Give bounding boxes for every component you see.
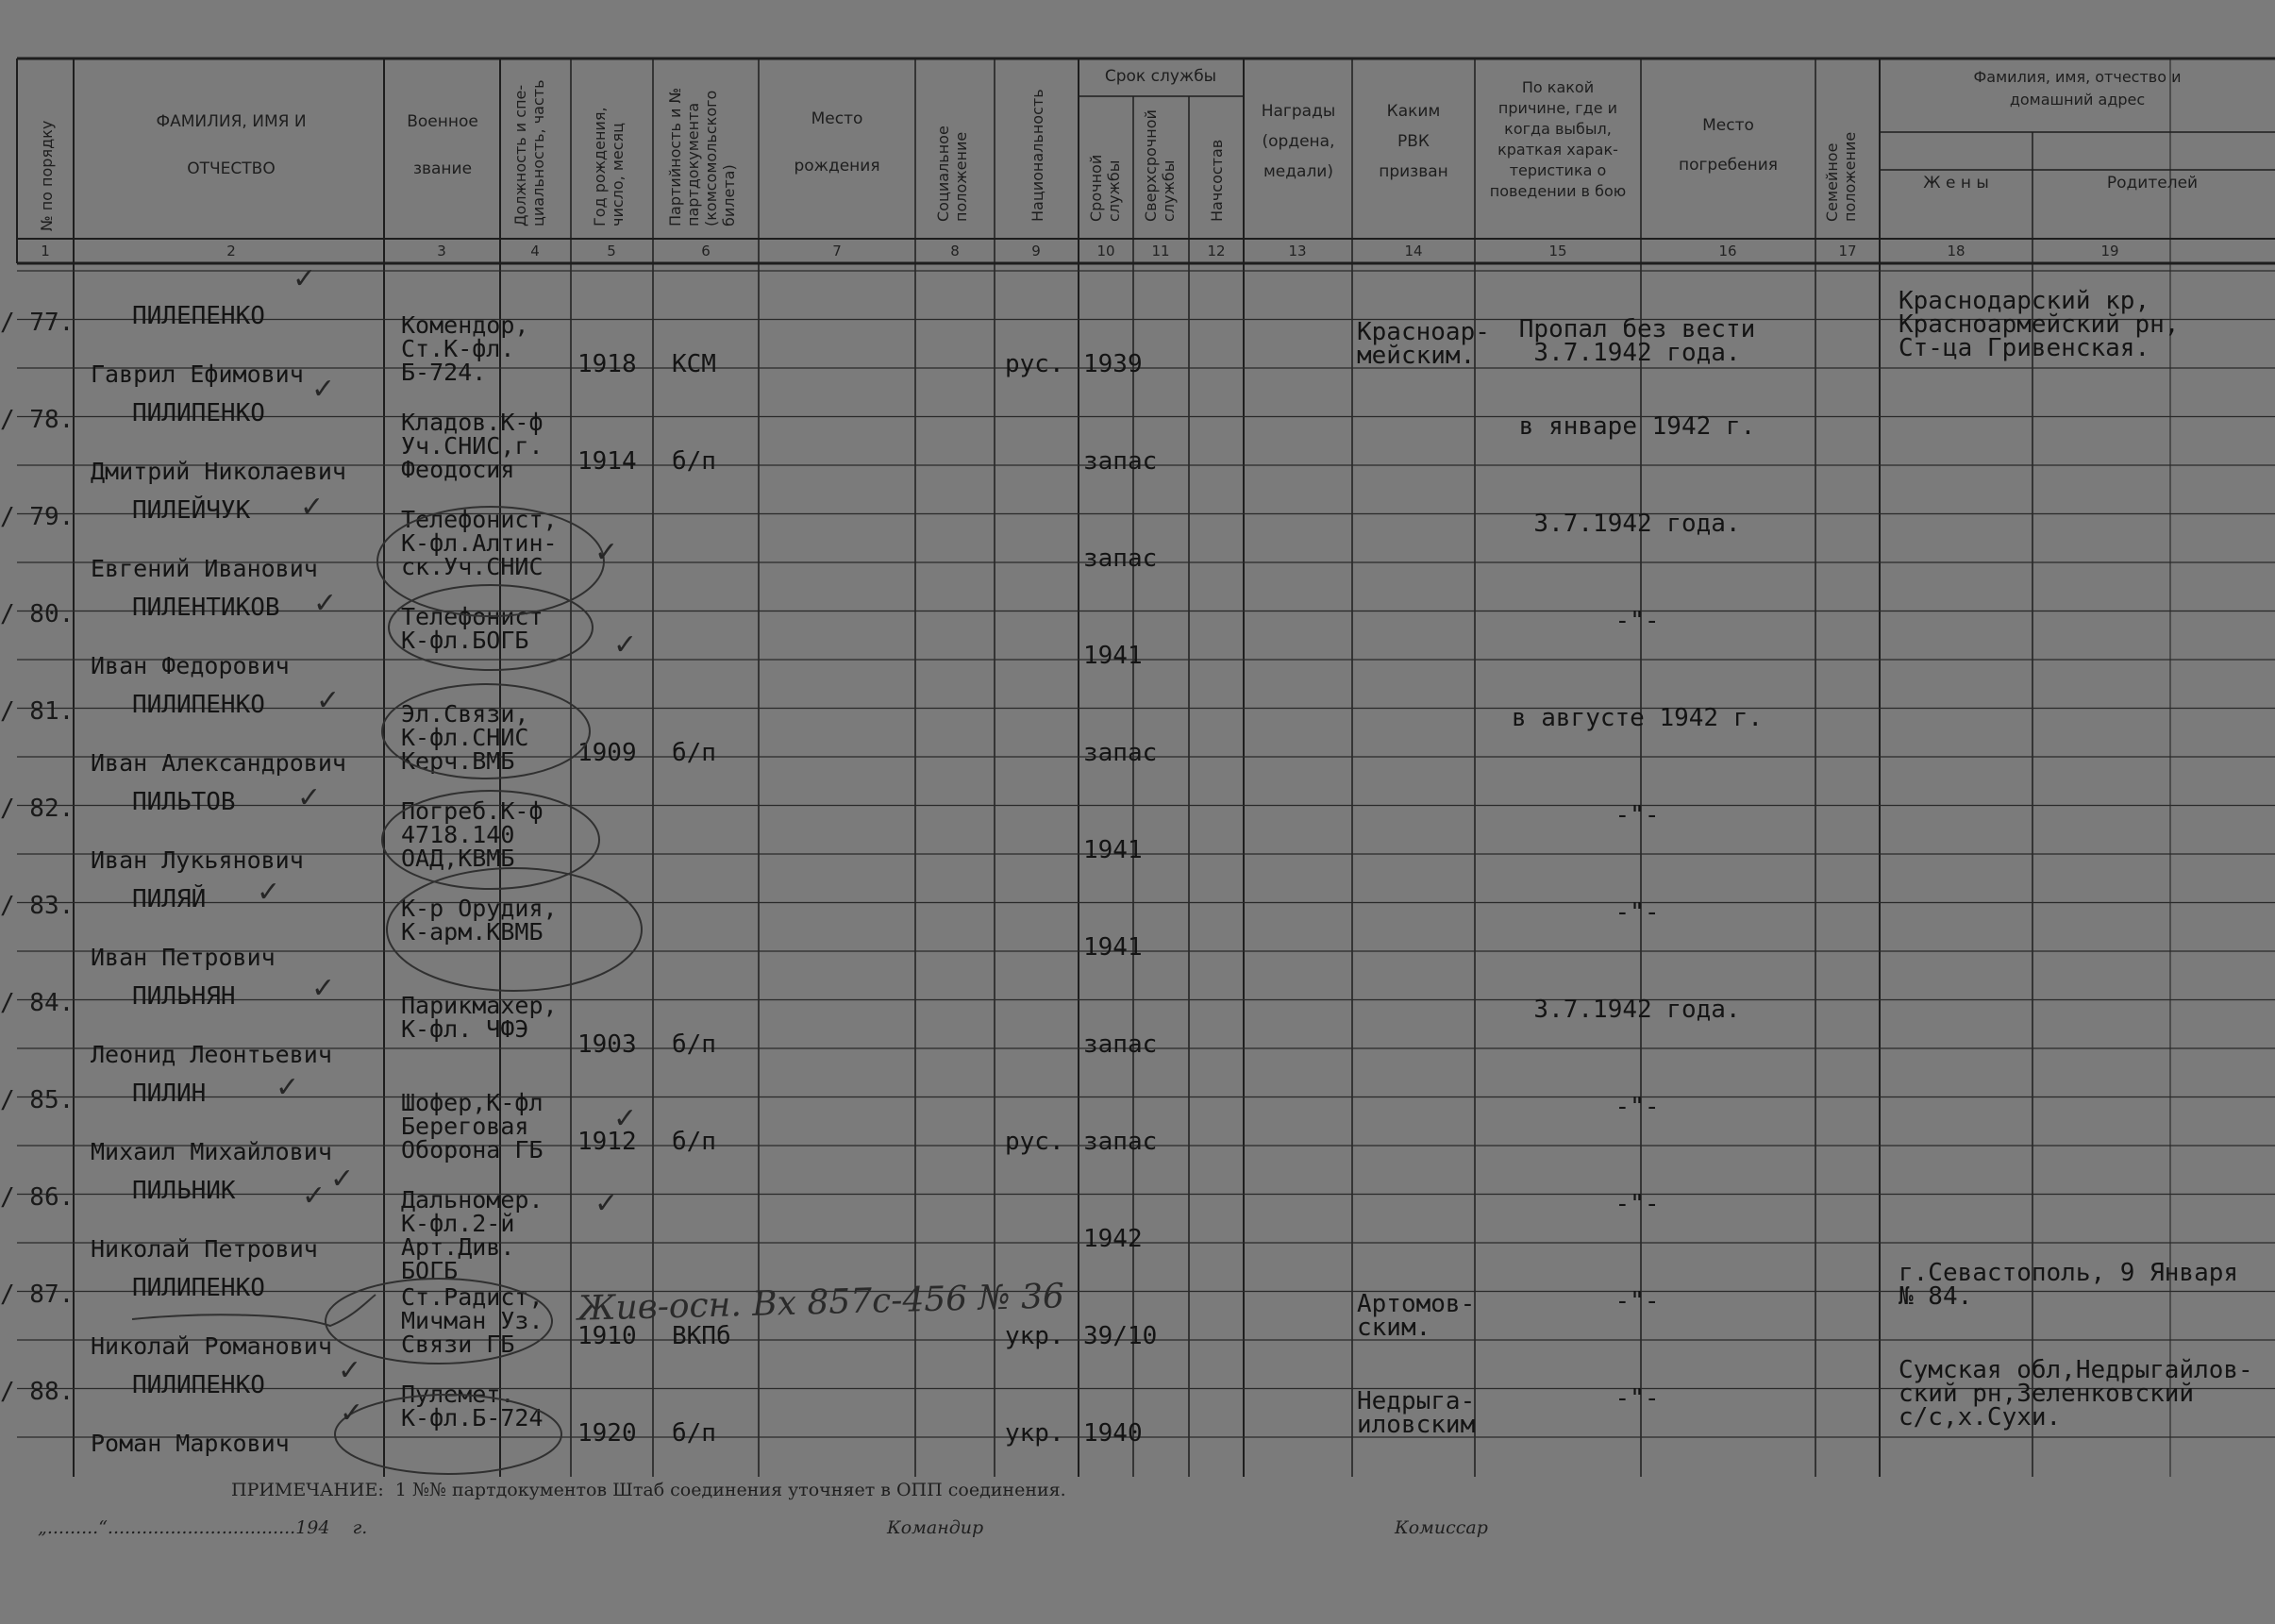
column-number: 17 — [1838, 243, 1857, 260]
header-col16: Место погребения — [1678, 116, 1779, 175]
full-name: Евгений Иванович — [91, 555, 318, 582]
header-col3-line1: Военное — [407, 112, 478, 131]
header-col6: Партийность и № партдокумента (комсомольского билета) — [666, 87, 738, 226]
rank-position: Кладов.К-ф Уч.СНИС,г. Феодосия — [401, 409, 544, 483]
service-year: 1942 — [1083, 1225, 1143, 1253]
header-col9: Национальность — [1029, 89, 1046, 222]
row-number: / 88. — [0, 1378, 75, 1406]
rank-position: Ст.Радист, Мичман Уз. Связи ГБ — [401, 1283, 544, 1358]
rank-position: Пулемет. К-фл.Б-724 — [401, 1381, 544, 1431]
checkmark-icon: ✓ — [613, 1102, 638, 1135]
commander-label: Командир — [887, 1517, 984, 1538]
column-number: 15 — [1548, 243, 1567, 260]
row-number: / 83. — [0, 892, 75, 920]
party: КСМ — [672, 350, 716, 378]
surname: ПИЛЬНИК — [132, 1177, 236, 1205]
header-col10: Срочной службы — [1087, 154, 1123, 222]
date-line: „.........“.................................194 г. — [38, 1517, 368, 1538]
full-name: Иван Лукьянович — [91, 846, 304, 874]
full-name: Николай Петрович — [91, 1235, 318, 1263]
checkmark-icon: ✓ — [338, 1354, 362, 1387]
rank-position: Парикмахер, К-фл. ЧФЭ — [401, 992, 558, 1043]
surname: ПИЛЬНЯН — [132, 982, 236, 1011]
header-col7-line2: рождения — [794, 157, 880, 176]
header-col3-line2: звание — [412, 159, 473, 178]
service-year: 1940 — [1083, 1419, 1143, 1448]
column-number: 7 — [832, 243, 842, 260]
surname: ПИЛИПЕНКО — [132, 691, 265, 719]
surname: ПИЛИПЕНКО — [132, 1371, 265, 1399]
service-year: 1941 — [1083, 642, 1143, 670]
reason: -"- — [1614, 898, 1660, 927]
birth-year: 1910 — [577, 1322, 637, 1350]
party: б/п — [672, 739, 716, 767]
row-number: / 78. — [0, 406, 75, 434]
row-number: / 82. — [0, 795, 75, 823]
footnote: ПРИМЕЧАНИЕ: 1 №№ партдокументов Штаб соединения уточняет в ОПП соединения. — [231, 1480, 1066, 1500]
full-name: Роман Маркович — [91, 1430, 290, 1457]
rank-position: Дальномер. К-фл.2-й Арт.Див. БОГБ — [401, 1186, 544, 1284]
handwritten-note: Жив-осн. Вх 857с-456 № 36 — [577, 1277, 1065, 1329]
full-name: Михаил Михайлович — [91, 1138, 332, 1165]
column-number: 5 — [607, 243, 616, 260]
service-year: запас — [1083, 1128, 1158, 1156]
header-col11: Сверхсрочной службы — [1142, 109, 1178, 222]
column-number: 2 — [226, 243, 236, 260]
nationality: укр. — [1005, 1419, 1064, 1448]
header-col12: Начсостав — [1208, 139, 1226, 222]
checkmark-icon: ✓ — [276, 1071, 300, 1104]
column-number: 8 — [950, 243, 960, 260]
rank-position: Комендор, Ст.К-фл. Б-724. — [401, 311, 529, 386]
service-year: 1941 — [1083, 933, 1143, 962]
reason: -"- — [1614, 1384, 1660, 1413]
party: б/п — [672, 447, 716, 476]
birth-year: 1918 — [577, 350, 637, 378]
header-col13: Награды (ордена, медали) — [1261, 102, 1336, 181]
header-col5: Год рождения, число, месяц — [591, 107, 627, 226]
checkmark-icon: ✓ — [613, 628, 638, 661]
reason: -"- — [1614, 1287, 1660, 1315]
header-col8: Социальное положение — [934, 126, 970, 222]
header-col2-line2: ОТЧЕСТВО — [187, 159, 276, 178]
full-name: Иван Александрович — [91, 749, 346, 777]
birth-year: 1920 — [577, 1419, 637, 1448]
checkmark-icon: ✓ — [316, 684, 341, 717]
column-number: 3 — [437, 243, 446, 260]
reason: 3.7.1942 года. — [1533, 510, 1741, 538]
rank-position: Эл.Связи, К-фл.СНИС Керч.ВМБ — [401, 700, 529, 775]
checkmark-icon: ✓ — [313, 587, 338, 620]
checkmark-icon: ✓ — [311, 373, 336, 406]
full-name: Гаврил Ефимович — [91, 360, 304, 388]
column-number: 19 — [2100, 243, 2119, 260]
surname: ПИЛЕЙЧУК — [132, 496, 251, 525]
reason: -"- — [1614, 1093, 1660, 1121]
service-year: 1941 — [1083, 836, 1143, 864]
reason: -"- — [1614, 801, 1660, 829]
column-number: 12 — [1207, 243, 1226, 260]
header-address-group: Фамилия, имя, отчество и домашний адрес — [1973, 68, 2182, 109]
party: б/п — [672, 1419, 716, 1448]
row-number: / 77. — [0, 309, 75, 337]
header-col2-line1: ФАМИЛИЯ, ИМЯ И — [156, 112, 307, 131]
checkmark-icon: ✓ — [293, 262, 317, 295]
birth-year: 1912 — [577, 1128, 637, 1156]
home-address: Сумская обл,Недрыгайлов- ский рн,Зеленковский с/с,х.Сухи. — [1899, 1356, 2253, 1431]
party: ВКПб — [672, 1322, 731, 1350]
surname: ПИЛИН — [132, 1080, 207, 1108]
full-name: Дмитрий Николаевич — [91, 458, 346, 485]
service-year: запас — [1083, 544, 1158, 573]
rank-position: Телефонист, К-фл.Алтин- ск.Уч.СНИС — [401, 506, 558, 580]
service-year: запас — [1083, 1030, 1158, 1059]
surname: ПИЛИПЕНКО — [132, 1274, 265, 1302]
nationality: укр. — [1005, 1322, 1064, 1350]
party: б/п — [672, 1030, 716, 1059]
full-name: Николай Романович — [91, 1332, 332, 1360]
column-number: 13 — [1288, 243, 1307, 260]
reason: -"- — [1614, 607, 1660, 635]
surname: ПИЛЯЙ — [132, 885, 207, 913]
header-col1: № по порядку — [38, 120, 56, 231]
column-number: 18 — [1947, 243, 1966, 260]
surname: ПИЛИПЕНКО — [132, 399, 265, 427]
header-col17: Семейное положение — [1823, 131, 1859, 222]
column-number: 16 — [1718, 243, 1737, 260]
column-number: 4 — [530, 243, 540, 260]
full-name: Леонид Леонтьевич — [91, 1041, 332, 1068]
checkmark-icon: ✓ — [297, 781, 322, 814]
row-number: / 79. — [0, 503, 75, 531]
reason: 3.7.1942 года. — [1533, 996, 1741, 1024]
reason: в январе 1942 г. — [1518, 412, 1756, 441]
header-col18: Ж е н ы — [1923, 174, 1989, 193]
column-number: 10 — [1096, 243, 1115, 260]
full-name: Иван Петрович — [91, 944, 276, 971]
row-number: / 80. — [0, 600, 75, 628]
row-number: / 81. — [0, 697, 75, 726]
rank-position: К-р Орудия, К-арм.КВМБ — [401, 895, 558, 946]
row-number: / 87. — [0, 1281, 75, 1309]
party: б/п — [672, 1128, 716, 1156]
reason: в августе 1942 г. — [1511, 704, 1764, 732]
birth-year: 1903 — [577, 1030, 637, 1059]
surname: ПИЛЕПЕНКО — [132, 302, 265, 330]
header-col15: По какой причине, где и когда выбыл, краткая харак- теристика о поведении в бою — [1489, 78, 1627, 200]
birth-year: 1909 — [577, 739, 637, 767]
checkmark-icon: ✓ — [302, 1180, 326, 1213]
reason: -"- — [1614, 1190, 1660, 1218]
header-col7-line1: Место — [811, 109, 863, 128]
header-service-group: Срок службы — [1104, 67, 1217, 86]
service-year: 1939 — [1083, 350, 1143, 378]
surname: ПИЛЕНТИКОВ — [132, 594, 280, 622]
header-col19: Родителей — [2106, 174, 2199, 193]
service-year: запас — [1083, 739, 1158, 767]
full-name: Иван Федорович — [91, 652, 290, 679]
column-number: 11 — [1151, 243, 1170, 260]
service-year: 39/10 — [1083, 1322, 1158, 1350]
home-address: Краснодарский кр, Красноармейский рн, Ст-ца Гривенская. — [1899, 287, 2180, 362]
reason: Пропал без вести 3.7.1942 года. — [1518, 315, 1756, 367]
conscription-office: Артомов- ским. — [1357, 1290, 1476, 1342]
checkmark-icon: ✓ — [594, 536, 619, 569]
row-number: / 86. — [0, 1183, 75, 1212]
checkmark-icon: ✓ — [300, 491, 325, 524]
checkmark-icon: ✓ — [340, 1397, 364, 1430]
conscription-office: Недрыга- иловским — [1357, 1387, 1476, 1439]
conscription-office: Красноар- мейским. — [1357, 318, 1490, 370]
header-col14: Каким РВК призван — [1379, 102, 1448, 181]
row-number: / 85. — [0, 1086, 75, 1114]
birth-year: 1914 — [577, 447, 637, 476]
commissar-label: Комиссар — [1395, 1517, 1488, 1538]
column-number: 14 — [1404, 243, 1423, 260]
column-number: 6 — [701, 243, 711, 260]
service-year: запас — [1083, 447, 1158, 476]
nationality: рус. — [1005, 350, 1064, 378]
rank-position: Погреб.К-ф 4718.140 ОАД,КВМБ — [401, 797, 544, 872]
column-number: 9 — [1031, 243, 1041, 260]
column-number: 1 — [41, 243, 50, 260]
rank-position: Шофер,К-фл Береговая Оборона ГБ — [401, 1089, 544, 1164]
rank-position: Телефонист К-фл.БОГБ — [401, 603, 544, 654]
surname: ПИЛЬТОВ — [132, 788, 236, 816]
nationality: рус. — [1005, 1128, 1064, 1156]
checkmark-icon: ✓ — [330, 1163, 355, 1196]
checkmark-icon: ✓ — [594, 1187, 619, 1220]
home-address: г.Севастополь, 9 Января № 84. — [1899, 1259, 2239, 1311]
checkmark-icon: ✓ — [257, 876, 281, 909]
header-col4: Должность и спе- циальность, часть — [511, 79, 547, 226]
row-number: / 84. — [0, 989, 75, 1017]
checkmark-icon: ✓ — [311, 972, 336, 1005]
